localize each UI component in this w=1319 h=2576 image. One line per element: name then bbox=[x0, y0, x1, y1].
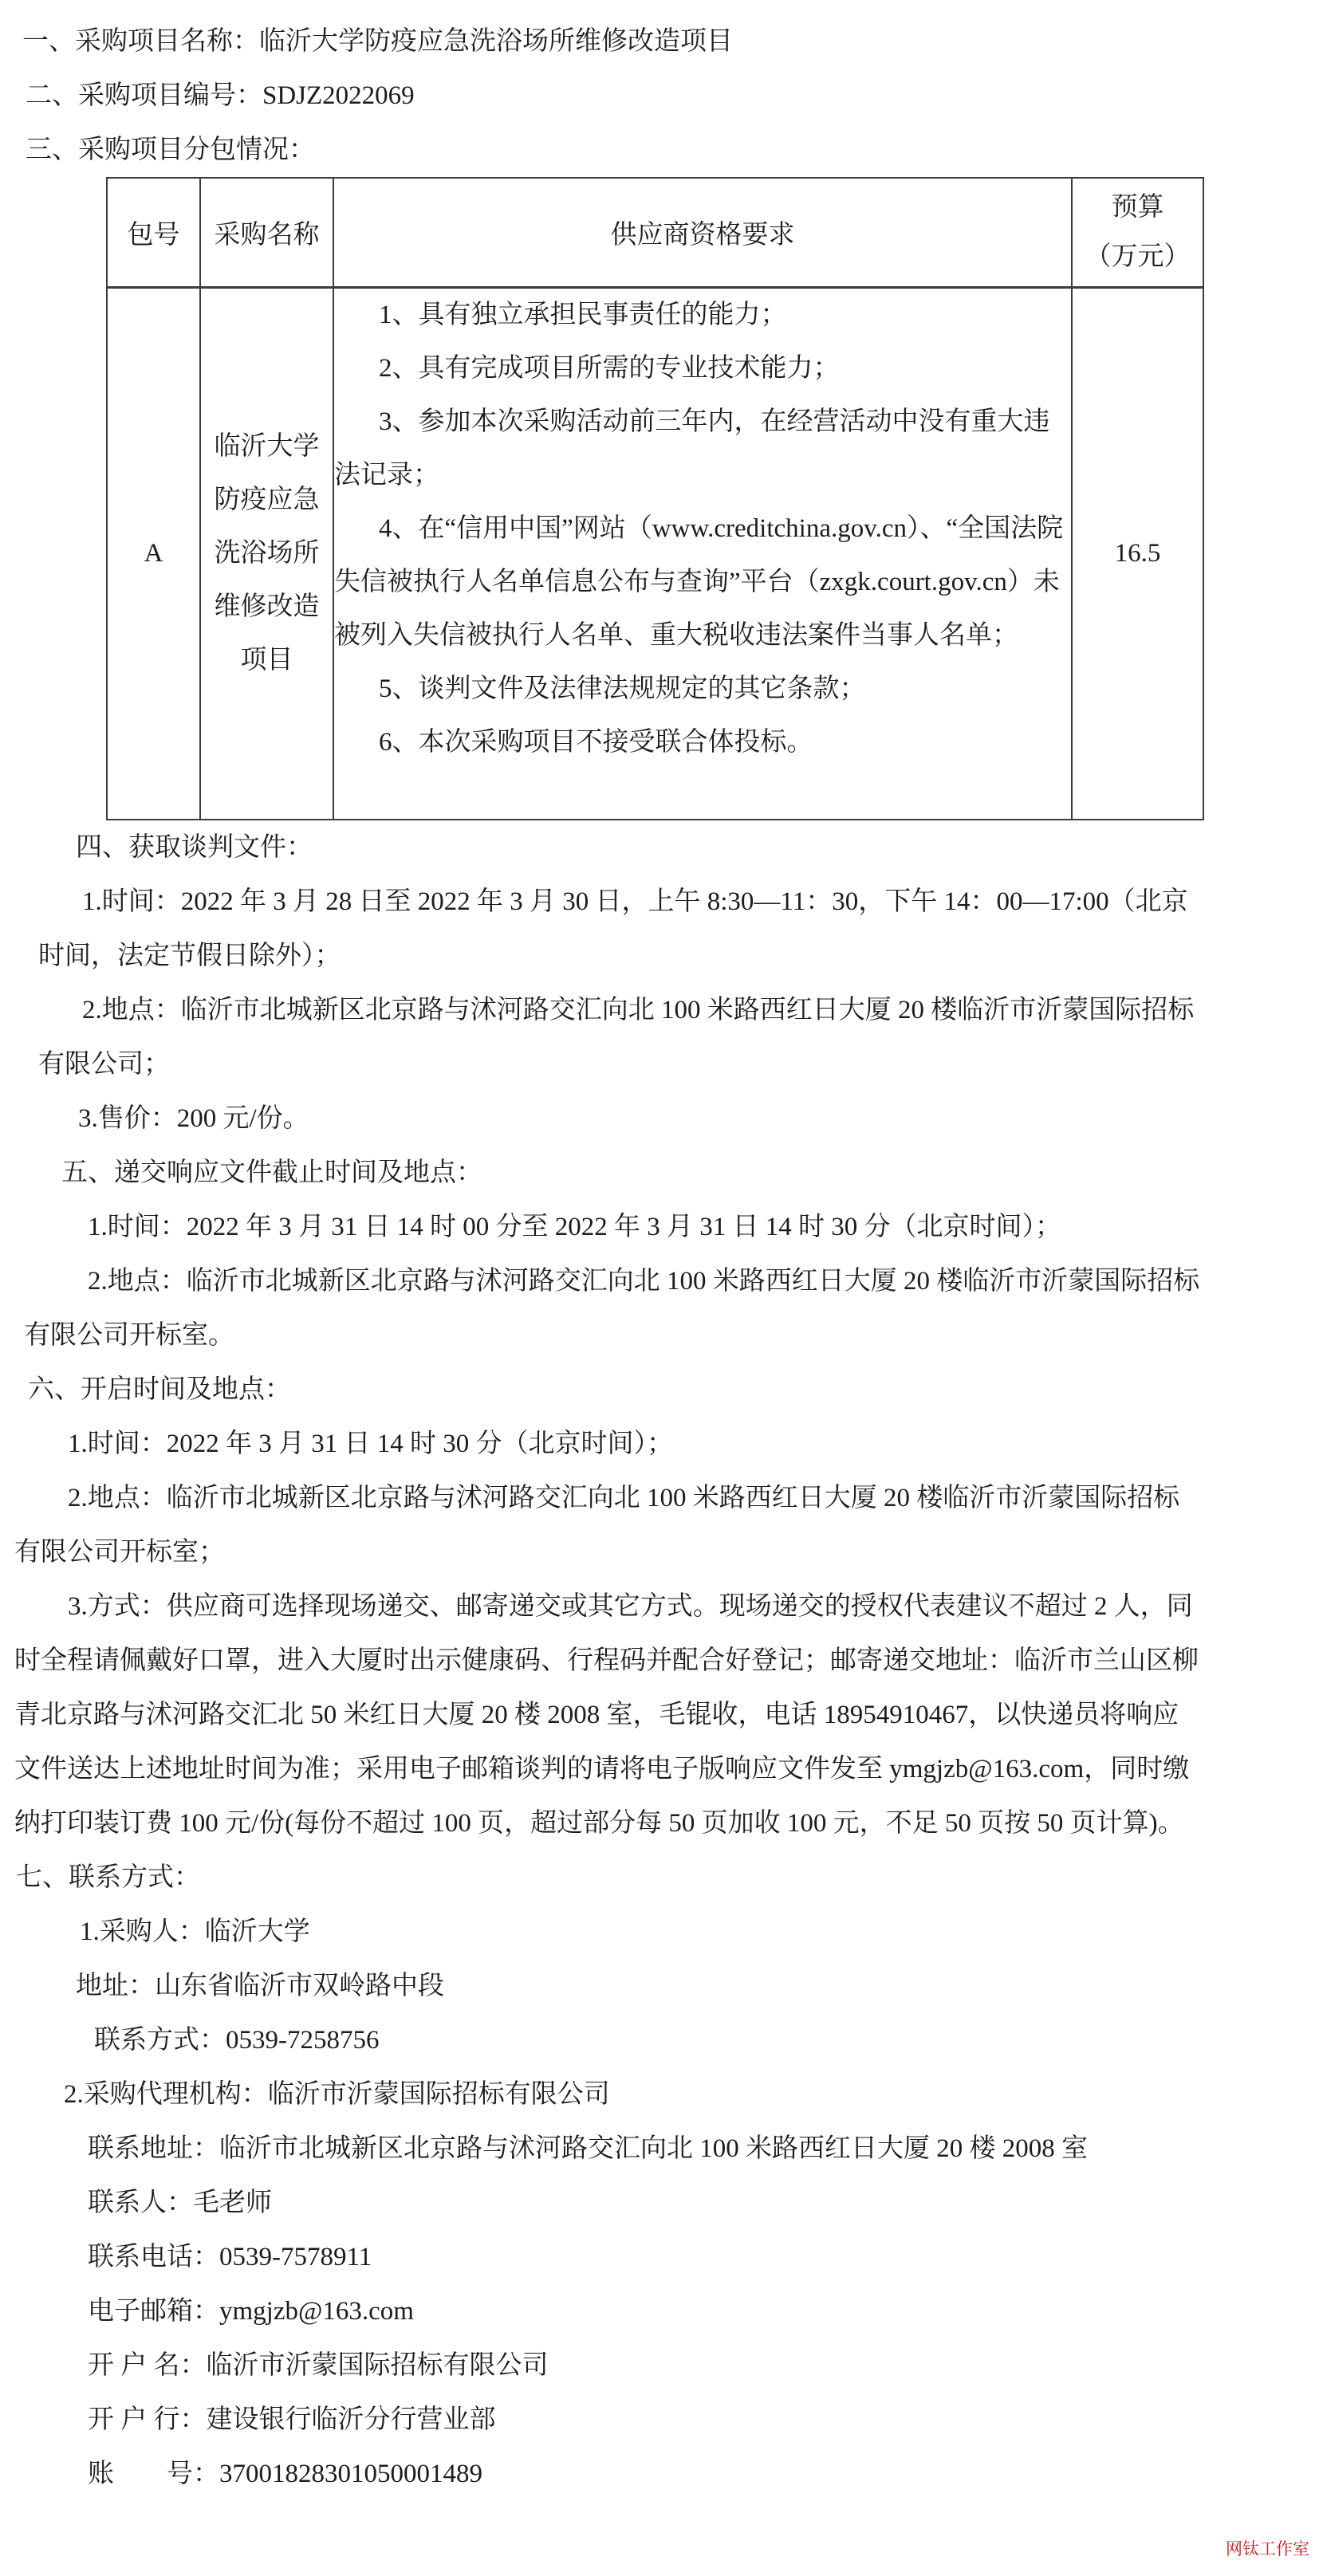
budget-header-line1: 预算 bbox=[1111, 193, 1164, 222]
section-6-item-method: 3.方式：供应商可选择现场递交、邮寄递交或其它方式。现场递交的授权代表建议不超过 2 人，同时全程请佩戴好口罩，进入大厦时出示健康码、行程码并配合好登记；邮寄递交地址：临沂市兰山区柳青北京路与沭河路交汇北 50 米红日大厦 20 楼 2008 室，毛锟收，电话 18954910467，以快递员将响应文件送达上述地址时间为准；采用电子邮箱谈判的请将电子版响应文件发至 ymgjzb@163.com，同时缴纳打印装订费 100 元/份(每份不超过 100 页，超过部分每 50 页加收 100 元，不足 50 页按 50 页计算)。 bbox=[14, 1592, 1199, 1838]
section-4-item-place: 2.地点：临沂市北城新区北京路与沭河路交汇向北 100 米路西红日大厦 20 楼临沂市沂蒙国际招标有限公司； bbox=[38, 996, 1195, 1079]
bank-account-bank: 开 户 行：建设银行临沂分行营业部 bbox=[88, 2405, 496, 2434]
table-header-procurement-name: 采购名称 bbox=[200, 178, 333, 287]
procurement-name-line: 临沂大学 bbox=[214, 431, 320, 461]
supplier-qualifications-cell bbox=[333, 287, 1072, 820]
purchaser-address: 地址：山东省临沂市双岭路中段 bbox=[76, 1972, 444, 2000]
agency-phone: 联系电话：0539-7578911 bbox=[88, 2243, 372, 2271]
budget-cell: 16.5 bbox=[1072, 287, 1203, 820]
procurement-name-line: 项目 bbox=[240, 645, 293, 674]
section-1-title: 一、采购项目名称：临沂大学防疫应急洗浴场所维修改造项目 bbox=[22, 27, 733, 56]
agency-contact-person: 联系人：毛老师 bbox=[88, 2189, 272, 2217]
qualification-item: 3、参加本次采购活动前三年内，在经营活动中没有重大违法记录； bbox=[334, 407, 1050, 490]
qualification-item: 5、谈判文件及法律法规规定的其它条款； bbox=[379, 674, 866, 703]
bank-account-number: 账 号：37001828301050001489 bbox=[88, 2460, 482, 2488]
section-6-heading: 六、开启时间及地点： bbox=[28, 1375, 291, 1404]
purchaser-name: 1.采购人：临沂大学 bbox=[80, 1917, 310, 1946]
agency-email: 电子邮箱：ymgjzb@163.com bbox=[88, 2297, 414, 2326]
table-row bbox=[107, 287, 1203, 820]
section-6-item-place: 2.地点：临沂市北城新区北京路与沭河路交汇向北 100 米路西红日大厦 20 楼临沂市沂蒙国际招标有限公司开标室； bbox=[14, 1484, 1180, 1567]
section-6-item-time: 1.时间：2022 年 3 月 31 日 14 时 30 分（北京时间）； bbox=[68, 1430, 673, 1458]
watermark: 网钛工作室 bbox=[1226, 2539, 1309, 2558]
procurement-name-line: 防疫应急 bbox=[214, 485, 320, 514]
procurement-name-line: 洗浴场所 bbox=[214, 538, 320, 568]
table-header-budget bbox=[1072, 178, 1203, 287]
section-5-heading: 五、递交响应文件截止时间及地点： bbox=[61, 1158, 482, 1187]
section-5-item-place: 2.地点：临沂市北城新区北京路与沭河路交汇向北 100 米路西红日大厦 20 楼临沂市沂蒙国际招标有限公司开标室。 bbox=[24, 1267, 1200, 1350]
section-3-title: 三、采购项目分包情况： bbox=[26, 136, 315, 164]
section-4-heading: 四、获取谈判文件： bbox=[76, 833, 313, 862]
section-2-title: 二、采购项目编号：SDJZ2022069 bbox=[26, 81, 415, 110]
pkg-no-cell: A bbox=[107, 287, 200, 820]
table-header-pkg-no: 包号 bbox=[107, 178, 200, 287]
qualification-item: 2、具有完成项目所需的专业技术能力； bbox=[379, 353, 840, 383]
purchaser-contact: 联系方式：0539-7258756 bbox=[94, 2026, 380, 2055]
section-5-item-time: 1.时间：2022 年 3 月 31 日 14 时 00 分至 2022 年 3 月 31 日 14 时 30 分（北京时间）； bbox=[88, 1213, 1061, 1241]
table-header-row bbox=[107, 178, 1203, 287]
table-header-supplier-qualifications: 供应商资格要求 bbox=[333, 178, 1072, 287]
section-7-heading: 七、联系方式： bbox=[16, 1863, 200, 1892]
section-4-item-price: 3.售价：200 元/份。 bbox=[78, 1104, 309, 1133]
qualification-item: 6、本次采购项目不接受联合体投标。 bbox=[379, 727, 813, 757]
procurement-name-line: 维修改造 bbox=[214, 592, 320, 621]
bank-account-name: 开 户 名：临沂市沂蒙国际招标有限公司 bbox=[88, 2351, 549, 2380]
packages-table bbox=[106, 177, 1204, 820]
procurement-name-cell bbox=[200, 287, 333, 820]
agency-address: 联系地址：临沂市北城新区北京路与沭河路交汇向北 100 米路西红日大厦 20 楼 2008 室 bbox=[88, 2134, 1088, 2163]
agency-name: 2.采购代理机构：临沂市沂蒙国际招标有限公司 bbox=[64, 2080, 610, 2109]
qualification-item: 4、在“信用中国”网站（www.creditchina.gov.cn）、“全国法院失信被执行人名单信息公布与查询”平台（zxgk.court.gov.cn）未被列入失信被执行人名单、重大税收违法案件当事人名单； bbox=[334, 513, 1064, 650]
section-4-item-time: 1.时间：2022 年 3 月 28 日至 2022 年 3 月 30 日，上午 8:30—11：30，下午 14：00—17:00（北京时间，法定节假日除外）； bbox=[38, 887, 1188, 970]
qualification-item: 1、具有独立承担民事责任的能力； bbox=[379, 300, 787, 329]
budget-header-line2: （万元） bbox=[1085, 242, 1191, 272]
